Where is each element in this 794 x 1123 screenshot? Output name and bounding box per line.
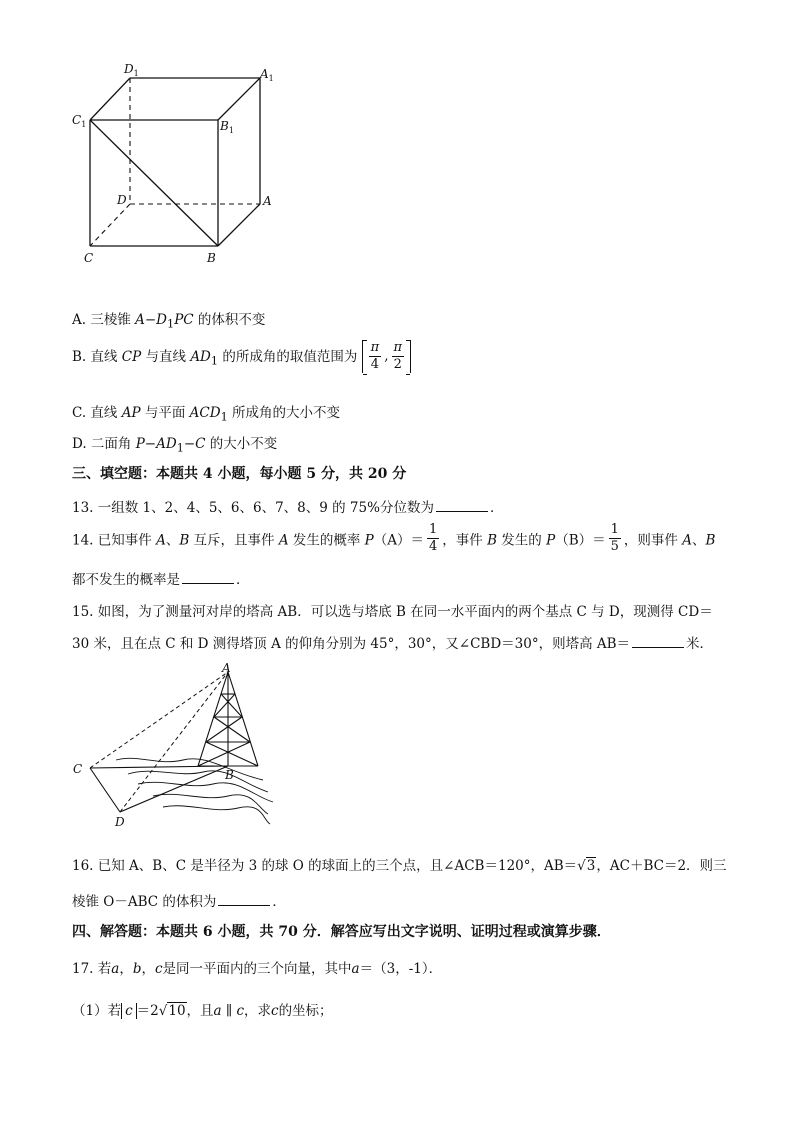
label-D1: $D_1$: [124, 62, 139, 78]
cube-figure: [60, 58, 290, 268]
question-15-line1: 15. 如图，为了测量河对岸的塔高 AB．可以选与塔底 B 在同一水平面内的两个基点 C 与 D，现测得 CD＝: [72, 604, 713, 620]
question-14-line2: 都不发生的概率是 ．: [72, 572, 250, 588]
question-15-line2: 30 米，且在点 C 和 D 测得塔顶 A 的仰角分别为 45°，30°，又∠CBD＝30°，则塔高 AB＝ 米．: [72, 636, 714, 652]
section-4-heading: 四、解答题：本题共 6 小题，共 70 分．解答应写出文字说明、证明过程或演算步骤．: [72, 924, 611, 940]
label-B: B: [207, 251, 216, 265]
question-16-line2: 棱锥 O－ABC 的体积为 ．: [72, 894, 286, 910]
label-D: D: [117, 193, 127, 207]
label-A: A: [263, 194, 272, 208]
option-a: A. 三棱锥 $A-D_1PC$ 的体积不变: [72, 312, 266, 331]
section-3-heading: 三、填空题：本题共 4 小题，每小题 5 分，共 20 分: [72, 466, 407, 482]
tower-figure: [68, 662, 278, 832]
option-c: C. 直线 AP 与平面 $ACD_1$ 所成角的大小不变: [72, 405, 341, 424]
question-17: 17. 若a，b，c是同一平面内的三个向量，其中a＝（3，-1）．: [72, 961, 443, 977]
label-B1: $B_1$: [220, 119, 234, 135]
option-d: D. 二面角 $P-AD_1-C$ 的大小不变: [72, 436, 278, 455]
tower-label-C: C: [73, 762, 83, 776]
tower-label-B: B: [225, 768, 234, 782]
label-C1: $C_1$: [72, 113, 87, 129]
tower-label-D: D: [115, 815, 125, 829]
question-13: 13. 一组数 1、2、4、5、6、6、7、8、9 的 75%分位数为 ．: [72, 500, 504, 516]
interval-bracket: $\frac{\pi}{4}$ , $\frac{\pi}{2}$: [362, 340, 411, 373]
option-b: B. 直线 CP 与直线 $AD_1$ 的所成角的取值范围为 $\frac{\pi}{4}$ , $\frac{\pi}{2}$: [72, 340, 411, 373]
question-16-line1: 16. 已知 A、B、C 是半径为 3 的球 O 的球面上的三个点，且∠ACB＝120°，AB＝√3，AC＋BC＝2．则三: [72, 858, 727, 874]
label-C: C: [84, 251, 94, 265]
question-17-part1: （1）若 c ＝2√10，且a ∥ c，求c的坐标；: [72, 1003, 333, 1019]
question-14: 14. 已知事件 A、B 互斥，且事件 A 发生的概率 P（A）＝ $\frac{1}{4}$ ，事件 B 发生的 P（B）＝ $\frac{1}{5}$ ，则事件 A、B: [72, 522, 716, 554]
tower-label-A: A: [222, 662, 231, 675]
label-A1: $A_1$: [260, 67, 274, 83]
